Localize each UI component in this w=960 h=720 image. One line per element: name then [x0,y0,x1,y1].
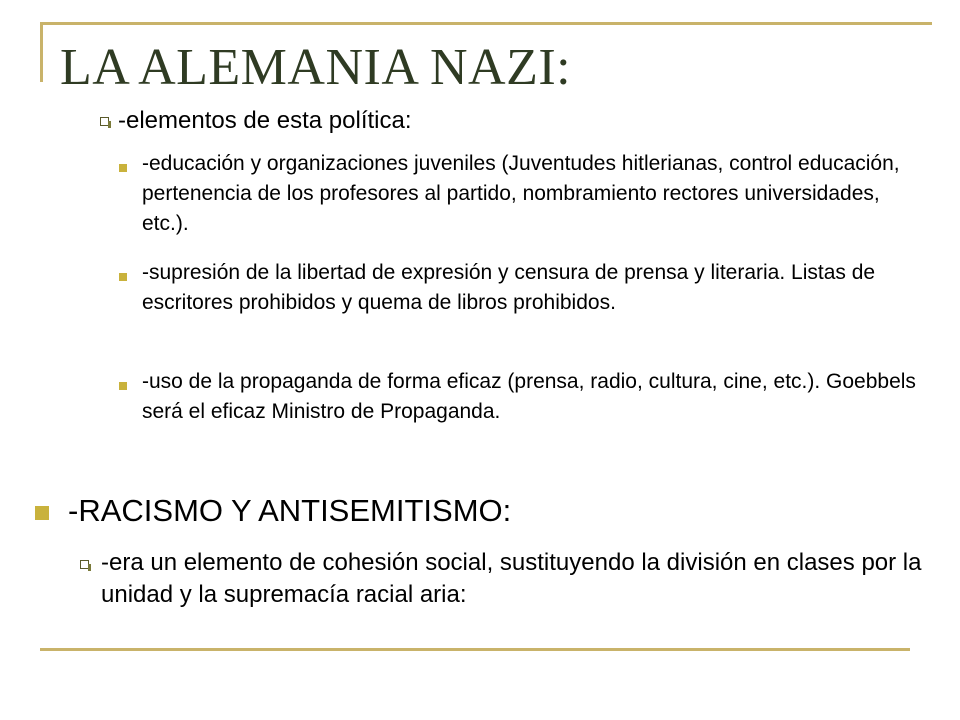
main-point-text: -RACISMO Y ANTISEMITISMO: [68,493,512,528]
slide-title: LA ALEMANIA NAZI: [60,39,572,96]
list-item-text: -uso de la propaganda de forma eficaz (prensa, radio, cultura, cine, etc.). Goebbels será el eficaz Ministro de Propaganda. [142,370,916,423]
square-bullet-icon [119,273,127,281]
hollow-square-bullet-icon [80,560,89,569]
hollow-square-bullet-icon [100,117,109,126]
sub-heading-text: -elementos de esta política: [118,107,412,134]
square-bullet-icon [119,382,127,390]
main-point-detail-text: -era un elemento de cohesión social, sustituyendo la división en clases por la unidad y la supremacía racial aria: [101,549,922,608]
list-item-text: -educación y organizaciones juveniles (Juventudes hitlerianas, control educación, pertenencia de los profesores al partido, nombramiento rectores universidades, etc.). [142,152,900,235]
frame-bottom-line [40,648,910,651]
square-bullet-icon [35,506,49,520]
list-item-text: -supresión de la libertad de expresión y censura de prensa y literaria. Listas de escritores prohibidos y quema de libros prohibidos. [142,261,876,314]
square-bullet-icon [119,164,127,172]
